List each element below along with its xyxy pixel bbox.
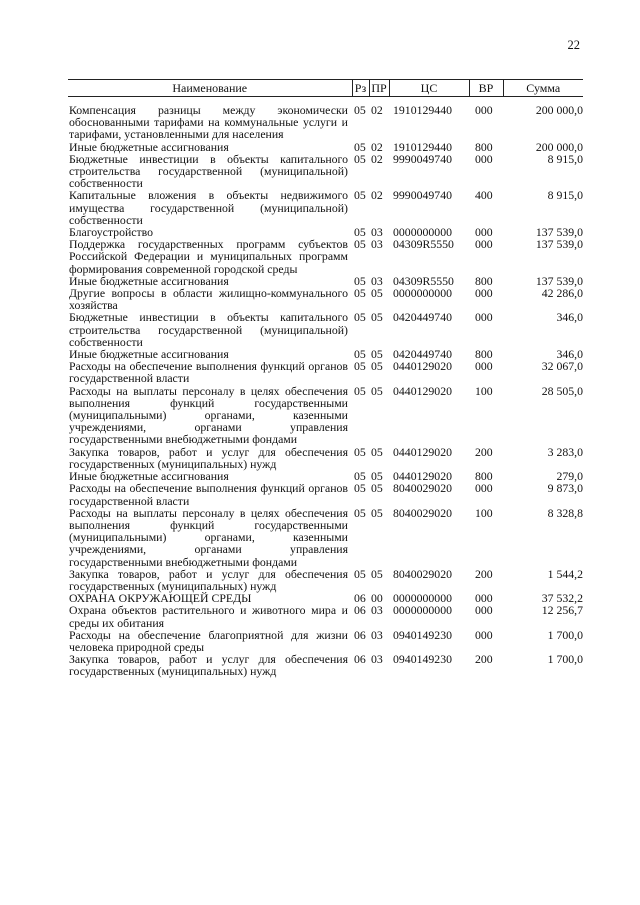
- cell-sum: 42 286,0: [541, 286, 583, 301]
- cell-vr: 100: [475, 383, 493, 398]
- cell-sum: 1 700,0: [547, 652, 583, 667]
- cell-rz: 05: [354, 225, 366, 240]
- cell-cs: 0420449740: [393, 310, 452, 325]
- cell-name: Расходы на обеспечение благоприятной для жизни человека природной среды: [69, 627, 348, 654]
- cell-name: Иные бюджетные ассигнования: [69, 139, 229, 154]
- cell-rz: 06: [354, 652, 366, 667]
- cell-name: Охрана объектов растительного и животного мира и среды их обитания: [69, 603, 348, 630]
- table-row: [68, 189, 583, 226]
- cell-pr: 05: [371, 444, 383, 459]
- cell-name: Капитальные вложения в объекты недвижимого имущества государственной (муниципальной) собственности: [69, 188, 348, 227]
- table-row: [68, 446, 583, 470]
- cell-name: Компенсация разницы между экономически обоснованными тарифами на коммунальные услуги и тарифами, установленными для населения: [69, 103, 348, 142]
- cell-name: Закупка товаров, работ и услуг для обеспечения государственных (муниципальных) нужд: [69, 566, 348, 593]
- cell-vr: 000: [475, 627, 493, 642]
- cell-rz: 06: [354, 591, 366, 606]
- cell-name: Расходы на выплаты персоналу в целях обеспечения выполнения функций государственными (муниципальными) органами, казенными учреждениями, органами управления государственными внебюджетными фондами: [69, 505, 348, 569]
- cell-name: Иные бюджетные ассигнования: [69, 273, 229, 288]
- table-row: [68, 238, 583, 275]
- cell-cs: 9990049740: [393, 188, 452, 203]
- table-row: [68, 385, 583, 446]
- cell-name: Иные бюджетные ассигнования: [69, 347, 229, 362]
- table-row: [68, 653, 583, 677]
- cell-rz: 05: [354, 347, 366, 362]
- cell-pr: 03: [371, 603, 383, 618]
- cell-vr: 000: [475, 103, 493, 117]
- cell-cs: 0940149230: [393, 652, 452, 667]
- table-row: [68, 311, 583, 348]
- cell-sum: 28 505,0: [541, 383, 583, 398]
- cell-cs: 0000000000: [393, 286, 452, 301]
- cell-cs: 0440129020: [393, 359, 452, 374]
- cell-cs: 0000000000: [393, 603, 452, 618]
- cell-rz: 05: [354, 359, 366, 374]
- table-row: [68, 141, 583, 153]
- cell-name: Закупка товаров, работ и услуг для обеспечения государственных (муниципальных) нужд: [69, 444, 348, 471]
- cell-sum: 137 539,0: [535, 225, 583, 240]
- cell-sum: 8 328,8: [547, 505, 583, 520]
- cell-vr: 800: [475, 139, 493, 154]
- cell-rz: 05: [354, 286, 366, 301]
- cell-rz: 05: [354, 273, 366, 288]
- cell-rz: 05: [354, 237, 366, 252]
- cell-cs: 0000000000: [393, 225, 452, 240]
- table-row: [68, 153, 583, 190]
- cell-name: Закупка товаров, работ и услуг для обеспечения государственных (муниципальных) нужд: [69, 652, 348, 679]
- cell-sum: 8 915,0: [547, 188, 583, 203]
- cell-rz: 05: [354, 566, 366, 581]
- cell-vr: 800: [475, 347, 493, 362]
- cell-cs: 04309R5550: [393, 237, 454, 252]
- cell-vr: 000: [475, 286, 493, 301]
- cell-vr: 000: [475, 359, 493, 374]
- cell-cs: 0440129020: [393, 383, 452, 398]
- cell-rz: 05: [354, 310, 366, 325]
- table-row: [68, 604, 583, 628]
- cell-vr: 100: [475, 505, 493, 520]
- cell-pr: 03: [371, 237, 383, 252]
- cell-sum: 32 067,0: [541, 359, 583, 374]
- cell-sum: 137 539,0: [535, 237, 583, 252]
- cell-cs: 0440129020: [393, 444, 452, 459]
- cell-name: Благоустройство: [69, 225, 154, 240]
- cell-rz: 05: [354, 505, 366, 520]
- cell-rz: 06: [354, 627, 366, 642]
- cell-cs: 0440129020: [393, 469, 452, 484]
- table-row: [68, 97, 583, 141]
- cell-rz: 05: [354, 188, 366, 203]
- cell-vr: 000: [475, 237, 493, 252]
- cell-vr: 200: [475, 652, 493, 667]
- cell-pr: 05: [371, 469, 383, 484]
- cell-name: ОХРАНА ОКРУЖАЮЩЕЙ СРЕДЫ: [69, 591, 252, 606]
- cell-pr: 05: [371, 347, 383, 362]
- cell-name: Иные бюджетные ассигнования: [69, 469, 229, 484]
- cell-pr: 05: [371, 310, 383, 325]
- table-row: [68, 287, 583, 311]
- cell-sum: 346,0: [556, 310, 583, 325]
- cell-vr: 000: [475, 310, 493, 325]
- cell-cs: 0940149230: [393, 627, 452, 642]
- cell-sum: 200 000,0: [535, 139, 583, 154]
- cell-pr: 05: [371, 359, 383, 374]
- header-name: Наименование: [68, 80, 352, 97]
- cell-name: Расходы на обеспечение выполнения функций органов государственной власти: [69, 481, 348, 508]
- cell-pr: 00: [371, 591, 383, 606]
- cell-cs: 1910129440: [393, 139, 452, 154]
- cell-rz: 05: [354, 151, 366, 166]
- cell-pr: 03: [371, 652, 383, 667]
- cell-pr: 02: [371, 188, 383, 203]
- cell-sum: 8 915,0: [547, 151, 583, 166]
- cell-vr: 000: [475, 225, 493, 240]
- cell-vr: 800: [475, 469, 493, 484]
- header-sum: Сумма: [503, 80, 583, 97]
- cell-vr: 200: [475, 444, 493, 459]
- cell-cs: 8040029020: [393, 481, 452, 496]
- cell-sum: 200 000,0: [535, 103, 583, 117]
- cell-rz: 05: [354, 383, 366, 398]
- cell-cs: 0420449740: [393, 347, 452, 362]
- cell-cs: 9990049740: [393, 151, 452, 166]
- cell-vr: 000: [475, 151, 493, 166]
- cell-pr: 05: [371, 383, 383, 398]
- cell-pr: 05: [371, 566, 383, 581]
- cell-sum: 346,0: [556, 347, 583, 362]
- cell-sum: 1 544,2: [547, 566, 583, 581]
- cell-name: Бюджетные инвестиции в объекты капитального строительства государственной (муниципальной) собственности: [69, 151, 348, 191]
- cell-cs: 1910129440: [393, 103, 452, 117]
- budget-table: [68, 79, 583, 678]
- table-row: [68, 482, 583, 506]
- cell-rz: 05: [354, 103, 366, 117]
- cell-name: Расходы на обеспечение выполнения функций органов государственной власти: [69, 359, 348, 386]
- cell-cs: 04309R5550: [393, 273, 454, 288]
- cell-rz: 05: [354, 481, 366, 496]
- cell-pr: 05: [371, 505, 383, 520]
- cell-pr: 02: [371, 139, 383, 154]
- cell-rz: 05: [354, 469, 366, 484]
- cell-sum: 279,0: [556, 469, 583, 484]
- cell-name: Другие вопросы в области жилищно-коммунального хозяйства: [69, 286, 348, 313]
- table-header-row: [68, 80, 583, 97]
- cell-sum: 3 283,0: [547, 444, 583, 459]
- cell-name: Бюджетные инвестиции в объекты капитального строительства государственной (муниципальной) собственности: [69, 310, 348, 349]
- page-number: 22: [567, 38, 580, 52]
- cell-name: Поддержка государственных программ субъектов Российской Федерации и муниципальных программ формирования современной городской среды: [69, 237, 348, 276]
- cell-rz: 05: [354, 139, 366, 154]
- cell-vr: 000: [475, 603, 493, 618]
- cell-pr: 05: [371, 481, 383, 496]
- table-row: [68, 568, 583, 592]
- header-vr: ВР: [469, 80, 503, 97]
- cell-vr: 000: [475, 481, 493, 496]
- table-row: [68, 629, 583, 653]
- cell-pr: 02: [371, 151, 383, 166]
- cell-rz: 05: [354, 444, 366, 459]
- cell-pr: 03: [371, 273, 383, 288]
- cell-cs: 8040029020: [393, 505, 452, 520]
- cell-pr: 03: [371, 627, 383, 642]
- cell-rz: 06: [354, 603, 366, 618]
- cell-pr: 05: [371, 286, 383, 301]
- header-pr: ПР: [369, 80, 389, 97]
- cell-sum: 1 700,0: [547, 627, 583, 642]
- cell-vr: 800: [475, 273, 493, 288]
- cell-vr: 000: [475, 591, 493, 606]
- cell-sum: 37 532,2: [541, 591, 583, 606]
- header-cs: ЦС: [389, 80, 469, 97]
- cell-vr: 400: [475, 188, 493, 203]
- cell-name: Расходы на выплаты персоналу в целях обеспечения выполнения функций государственными (муниципальными) органами, казенными учреждениями, органами управления государственными внебюджетными фондами: [69, 383, 348, 447]
- cell-cs: 0000000000: [393, 591, 452, 606]
- cell-pr: 02: [371, 103, 383, 117]
- cell-sum: 9 873,0: [547, 481, 583, 496]
- cell-sum: 12 256,7: [541, 603, 583, 618]
- table-row: [68, 360, 583, 384]
- header-rz: Рз: [352, 80, 369, 97]
- cell-cs: 8040029020: [393, 566, 452, 581]
- cell-vr: 200: [475, 566, 493, 581]
- cell-sum: 137 539,0: [535, 273, 583, 288]
- table-row: [68, 507, 583, 568]
- cell-pr: 03: [371, 225, 383, 240]
